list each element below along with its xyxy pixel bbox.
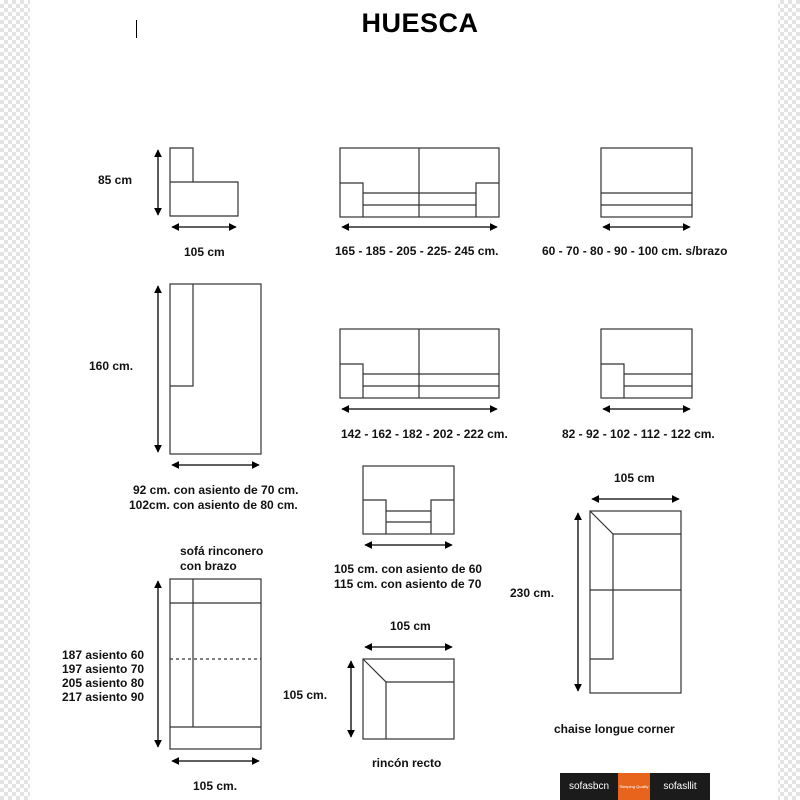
chaise-longue-top-view [170, 284, 261, 454]
chaise-longue-corner [590, 511, 681, 693]
corner-sofa-length-2: 197 asiento 70 [62, 662, 145, 676]
chaise-corner-length-label: 230 cm. [510, 586, 555, 600]
sofa-two-seater [340, 148, 499, 217]
dimension-arrows [158, 150, 690, 761]
corner-sofa-length-1: 187 asiento 60 [62, 648, 145, 662]
one-arm-sofa-widths-label: 142 - 162 - 182 - 202 - 222 cm. [341, 427, 508, 441]
straight-corner-module [363, 659, 454, 739]
one-arm-module [601, 329, 692, 398]
sofasllit-logo: sofasllit [650, 773, 710, 800]
page-title: HUESCA [361, 8, 479, 38]
chaise-corner-name-label: chaise longue corner [554, 722, 675, 736]
corner-sofa-length-3: 205 asiento 80 [62, 676, 145, 690]
sofa-widths-label: 165 - 185 - 205 - 225- 245 cm. [335, 244, 499, 258]
corner-sofa-length-4: 217 asiento 90 [62, 690, 145, 704]
armchair-seat-label-1: 105 cm. con asiento de 60 [334, 562, 483, 576]
armchair-side-view [170, 148, 238, 216]
corner-sofa-title-1: sofá rinconero [180, 544, 264, 558]
corner-sofa-width-label: 105 cm. [193, 779, 238, 793]
armchair-seat-label-2: 115 cm. con asiento de 70 [334, 577, 482, 591]
one-arm-module-widths-label: 82 - 92 - 102 - 112 - 122 cm. [562, 427, 715, 441]
sofasbcn-logo: sofasbcn [560, 773, 618, 800]
sleeping-quality-logo: Sleeping Quality [618, 773, 650, 800]
chaise-corner-width-label: 105 cm [614, 471, 655, 485]
chaise-width-label-1: 92 cm. con asiento de 70 cm. [133, 483, 299, 497]
corner-sofa-with-arm [170, 579, 261, 749]
armchair-width-label: 105 cm [184, 245, 225, 259]
chaise-width-label-2: 102cm. con asiento de 80 cm. [129, 498, 298, 512]
armless-widths-label: 60 - 70 - 80 - 90 - 100 cm. s/brazo [542, 244, 728, 258]
chaise-length-label: 160 cm. [89, 359, 134, 373]
rincon-name-label: rincón recto [372, 756, 442, 770]
rincon-height-label: 105 cm. [283, 688, 328, 702]
armchair-front-view [363, 466, 454, 534]
rincon-width-label: 105 cm [390, 619, 431, 633]
armchair-height-label: 85 cm [98, 173, 133, 187]
armless-module [601, 148, 692, 217]
corner-sofa-title-2: con brazo [180, 559, 237, 573]
sofa-one-arm [340, 329, 499, 398]
brand-logos [560, 773, 710, 800]
